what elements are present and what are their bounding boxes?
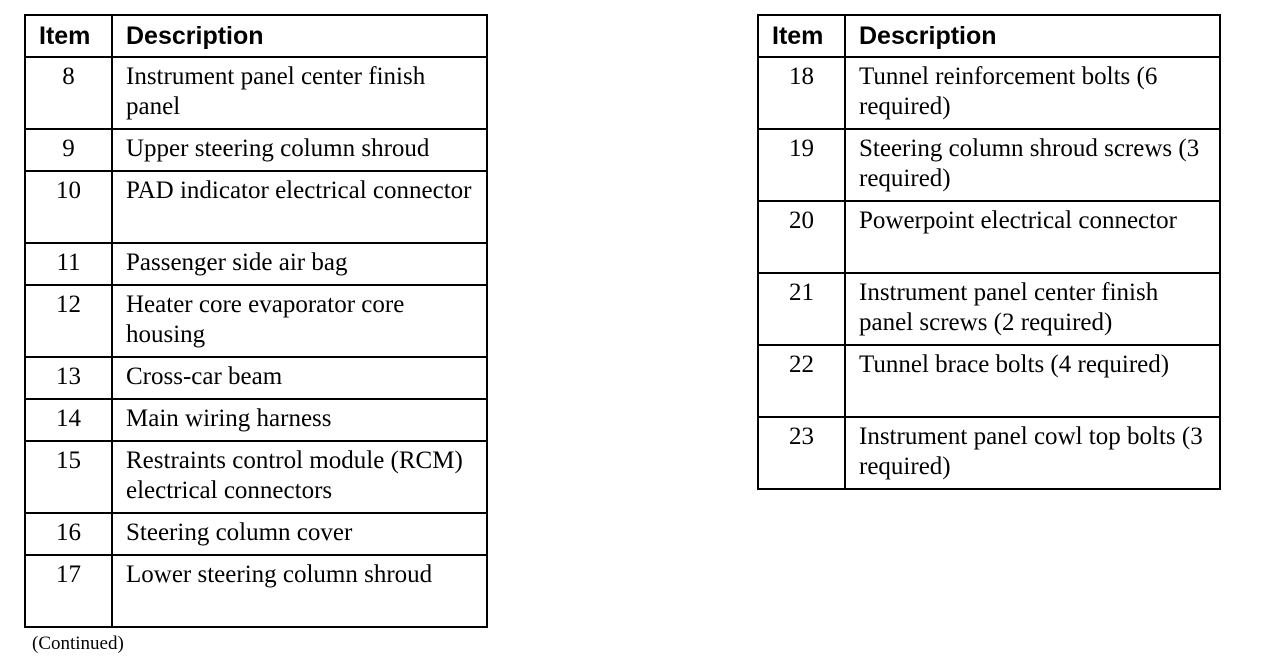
item-number: 16	[25, 513, 112, 555]
item-description: Lower steering column shroud	[112, 555, 487, 627]
item-number: 9	[25, 129, 112, 171]
table-row	[25, 243, 487, 285]
table-row	[758, 57, 1220, 129]
item-column-header: Item	[758, 15, 845, 57]
item-description: Tunnel reinforcement bolts (6 required)	[845, 57, 1220, 129]
table-row	[25, 171, 487, 243]
item-description: Passenger side air bag	[112, 243, 487, 285]
item-number: 10	[25, 171, 112, 243]
item-description: Tunnel brace bolts (4 required)	[845, 345, 1220, 417]
item-number: 19	[758, 129, 845, 201]
item-description: Cross-car beam	[112, 357, 487, 399]
table-row	[25, 285, 487, 357]
item-number: 20	[758, 201, 845, 273]
table-row	[25, 513, 487, 555]
description-column-header: Description	[112, 15, 487, 57]
continued-note: (Continued)	[32, 633, 124, 654]
item-number: 23	[758, 417, 845, 489]
item-column-header: Item	[25, 15, 112, 57]
parts-table-left	[24, 14, 488, 628]
parts-table-right	[757, 14, 1221, 490]
table-header-row	[25, 15, 487, 57]
table-header-row	[758, 15, 1220, 57]
table-row	[25, 399, 487, 441]
item-description: Steering column shroud screws (3 required)	[845, 129, 1220, 201]
table-row	[758, 417, 1220, 489]
item-description: Restraints control module (RCM) electrical connectors	[112, 441, 487, 513]
item-number: 8	[25, 57, 112, 129]
item-number: 22	[758, 345, 845, 417]
item-description: Instrument panel center finish panel screws (2 required)	[845, 273, 1220, 345]
table-row	[25, 357, 487, 399]
table-row	[25, 441, 487, 513]
table-row	[25, 57, 487, 129]
item-number: 15	[25, 441, 112, 513]
item-number: 18	[758, 57, 845, 129]
table-row	[25, 129, 487, 171]
item-description: PAD indicator electrical connector	[112, 171, 487, 243]
item-number: 13	[25, 357, 112, 399]
item-description: Upper steering column shroud	[112, 129, 487, 171]
item-number: 14	[25, 399, 112, 441]
item-description: Heater core evaporator core housing	[112, 285, 487, 357]
description-column-header: Description	[845, 15, 1220, 57]
table-row	[25, 555, 487, 627]
item-description: Instrument panel center finish panel	[112, 57, 487, 129]
item-description: Instrument panel cowl top bolts (3 required)	[845, 417, 1220, 489]
table-row	[758, 201, 1220, 273]
item-number: 21	[758, 273, 845, 345]
item-number: 12	[25, 285, 112, 357]
table-row	[758, 345, 1220, 417]
item-number: 11	[25, 243, 112, 285]
item-description: Steering column cover	[112, 513, 487, 555]
item-description: Main wiring harness	[112, 399, 487, 441]
table-row	[758, 129, 1220, 201]
item-description: Powerpoint electrical connector	[845, 201, 1220, 273]
table-row	[758, 273, 1220, 345]
item-number: 17	[25, 555, 112, 627]
